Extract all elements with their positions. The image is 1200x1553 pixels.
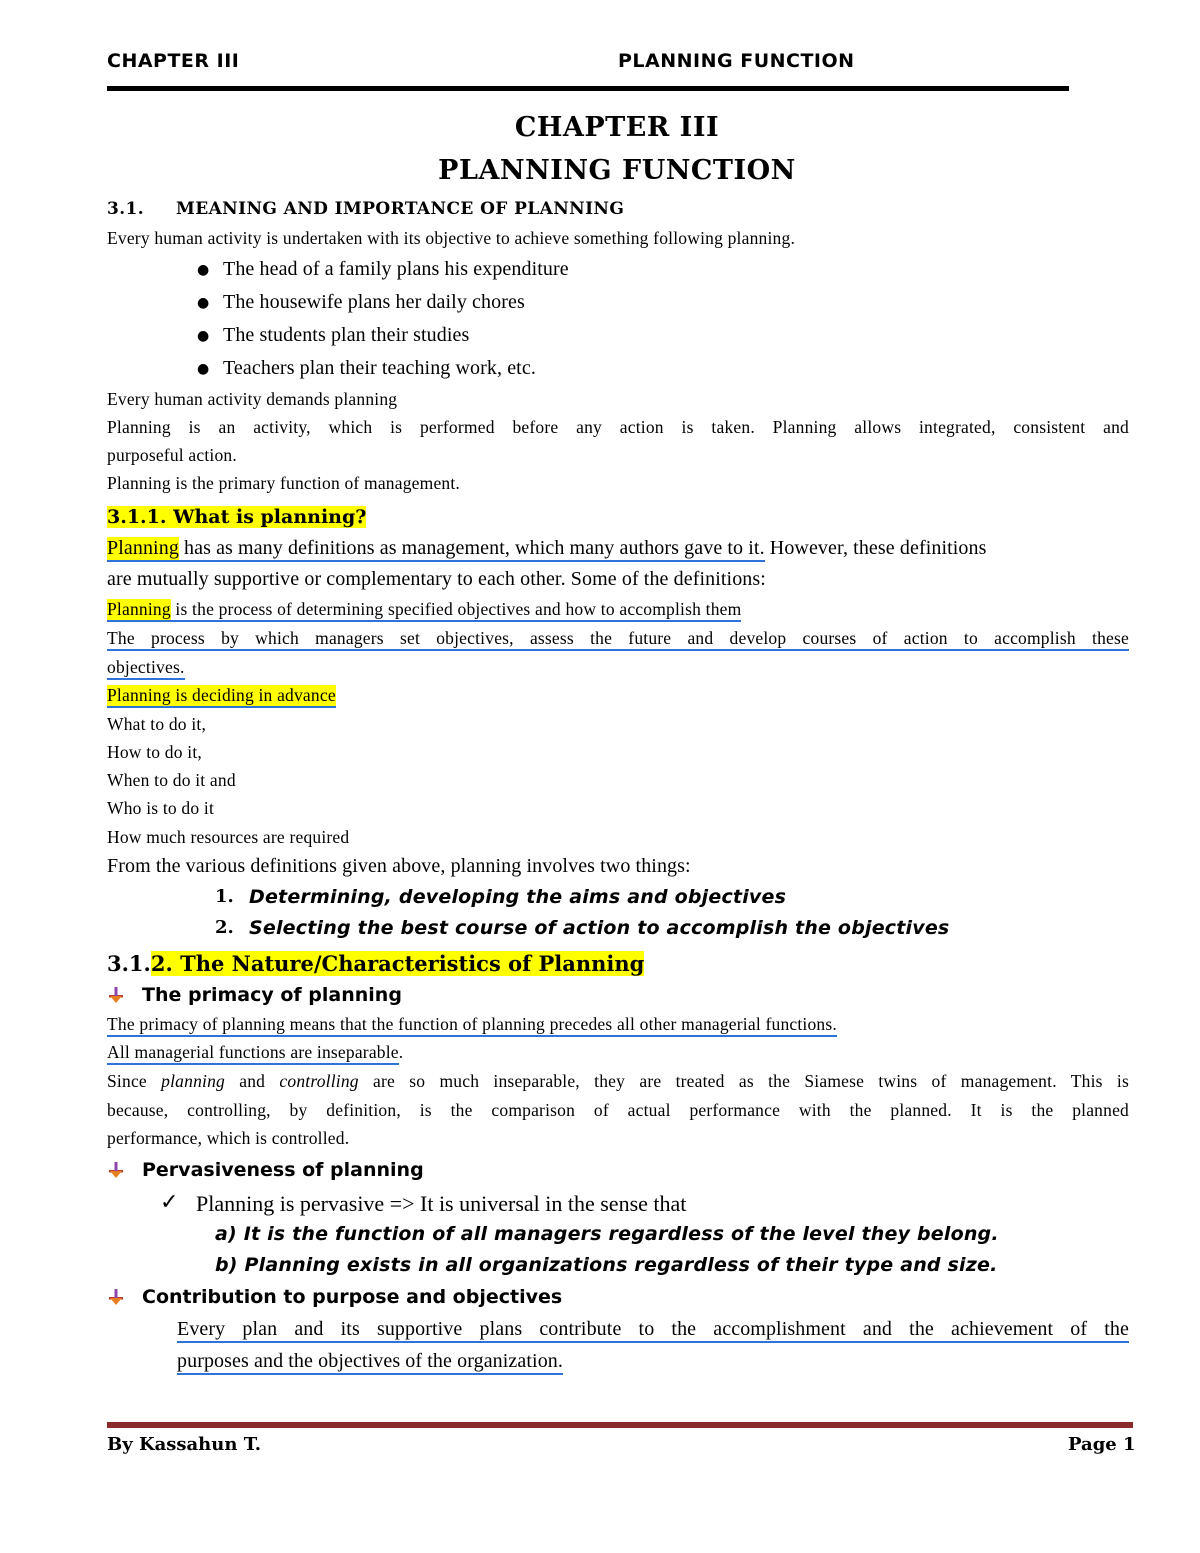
down-arrow-icon [107, 1161, 125, 1179]
characteristic-text [107, 1071, 1129, 1092]
bullet-item: The housewife plans her daily chores [223, 291, 525, 313]
characteristic-text: because, controlling, by definition, is the comparison of actual performance with the planned. It is the planned [107, 1100, 1129, 1120]
check-item: Planning is pervasive => It is universal in the sense that [196, 1191, 687, 1216]
characteristic-text [177, 1350, 563, 1373]
characteristic-text: performance, which is controlled. [107, 1128, 350, 1148]
bullet-icon: ● [197, 295, 210, 311]
list-item: How much resources are required [107, 827, 350, 847]
numbered-item: Selecting the best course of action to accomplish the objectives [249, 917, 950, 939]
underlined-text: is the process of determining specified objectives and how to accomplish them [171, 599, 742, 622]
bullet-icon: ● [197, 262, 210, 278]
footer-rule [107, 1422, 1133, 1428]
check-icon: ✓ [160, 1190, 179, 1215]
down-arrow-icon [107, 1288, 125, 1306]
definition-line: The process by which managers set objectives, assess the future and develop courses of action to accomplish these [107, 628, 1129, 651]
characteristic-title: Pervasiveness of planning [142, 1159, 424, 1181]
bullet-item: The students plan their studies [223, 324, 470, 346]
text-span: Since [107, 1071, 162, 1091]
highlight-term: Planning is deciding in advance [107, 685, 336, 708]
numbered-marker: 1. [215, 886, 234, 907]
lettered-item: a) It is the function of all managers regardless of the level they belong. [215, 1223, 999, 1245]
numbered-item: Determining, developing the aims and objectives [249, 886, 787, 908]
list-item: Who is to do it [107, 798, 215, 818]
underlined-text: The primacy of planning means that the function of planning precedes all other managerial functions. [107, 1014, 837, 1037]
subsection-heading [107, 506, 366, 528]
numbered-marker: 2. [215, 917, 234, 938]
section-number: 3.1. [107, 199, 145, 219]
list-item: How to do it, [107, 742, 202, 762]
header-rule [107, 86, 1069, 91]
text-span: and [224, 1071, 280, 1091]
lettered-item: b) Planning exists in all organizations regardless of their type and size. [215, 1254, 998, 1276]
footer-author: By Kassahun T. [107, 1434, 262, 1455]
heading-prefix: 3.1. [107, 951, 151, 976]
definition-tail: However, these definitions [764, 537, 987, 559]
bullet-item: The head of a family plans his expenditure [223, 258, 569, 280]
highlighted-heading: 2. The Nature/Characteristics of Planning [150, 951, 645, 976]
characteristic-text [107, 1042, 403, 1063]
period: . [398, 1042, 404, 1062]
underlined-text: purposes and the objectives of the organization. [177, 1350, 563, 1375]
list-item: What to do it, [107, 714, 207, 734]
header-chapter: CHAPTER III [107, 50, 240, 72]
bullet-icon: ● [197, 328, 210, 344]
italic-term: planning [161, 1071, 225, 1091]
chapter-title: CHAPTER III [514, 112, 720, 143]
paragraph: purposeful action. [107, 445, 237, 465]
bullet-icon: ● [197, 361, 210, 377]
characteristic-text: Every plan and its supportive plans contribute to the accomplishment and the achievement of the [177, 1318, 1129, 1343]
characteristic-text [107, 1014, 837, 1035]
subsection-heading [107, 951, 644, 976]
section-heading: MEANING AND IMPORTANCE OF PLANNING [176, 199, 625, 219]
text-span: are so much inseparable, they are treated as the Siamese twins of management. This is [358, 1071, 1129, 1091]
underlined-text: has as many definitions as management, which many authors gave to it. [179, 537, 765, 562]
underlined-text: objectives. [107, 657, 185, 680]
characteristic-title: Contribution to purpose and objectives [142, 1286, 563, 1308]
definition-line [107, 599, 741, 620]
highlight-term: Planning [107, 599, 171, 622]
italic-term: controlling [279, 1071, 359, 1091]
highlighted-heading: 3.1.1. What is planning? [107, 506, 367, 528]
list-item: When to do it and [107, 770, 236, 790]
down-arrow-icon [107, 986, 125, 1004]
bullet-item: Teachers plan their teaching work, etc. [223, 357, 536, 379]
definition-line: are mutually supportive or complementary to each other. Some of the definitions: [107, 568, 766, 590]
characteristic-title: The primacy of planning [142, 984, 402, 1006]
paragraph: Every human activity demands planning [107, 389, 398, 409]
intro-text: Every human activity is undertaken with its objective to achieve something following planning. [107, 228, 796, 248]
footer-page-number: Page 1 [1068, 1434, 1136, 1455]
definition-line [107, 685, 336, 706]
underlined-text: All managerial functions are inseparable [107, 1042, 399, 1065]
paragraph: Planning is an activity, which is performed before any action is taken. Planning allows integrated, consistent and [107, 417, 1129, 437]
chapter-subtitle: PLANNING FUNCTION [438, 155, 796, 186]
definition-line [107, 537, 987, 560]
header-title: PLANNING FUNCTION [618, 50, 855, 72]
definition-line [107, 657, 185, 678]
paragraph: Planning is the primary function of management. [107, 473, 460, 493]
highlight-term: Planning [107, 537, 179, 562]
summary-line: From the various definitions given above, planning involves two things: [107, 855, 691, 877]
